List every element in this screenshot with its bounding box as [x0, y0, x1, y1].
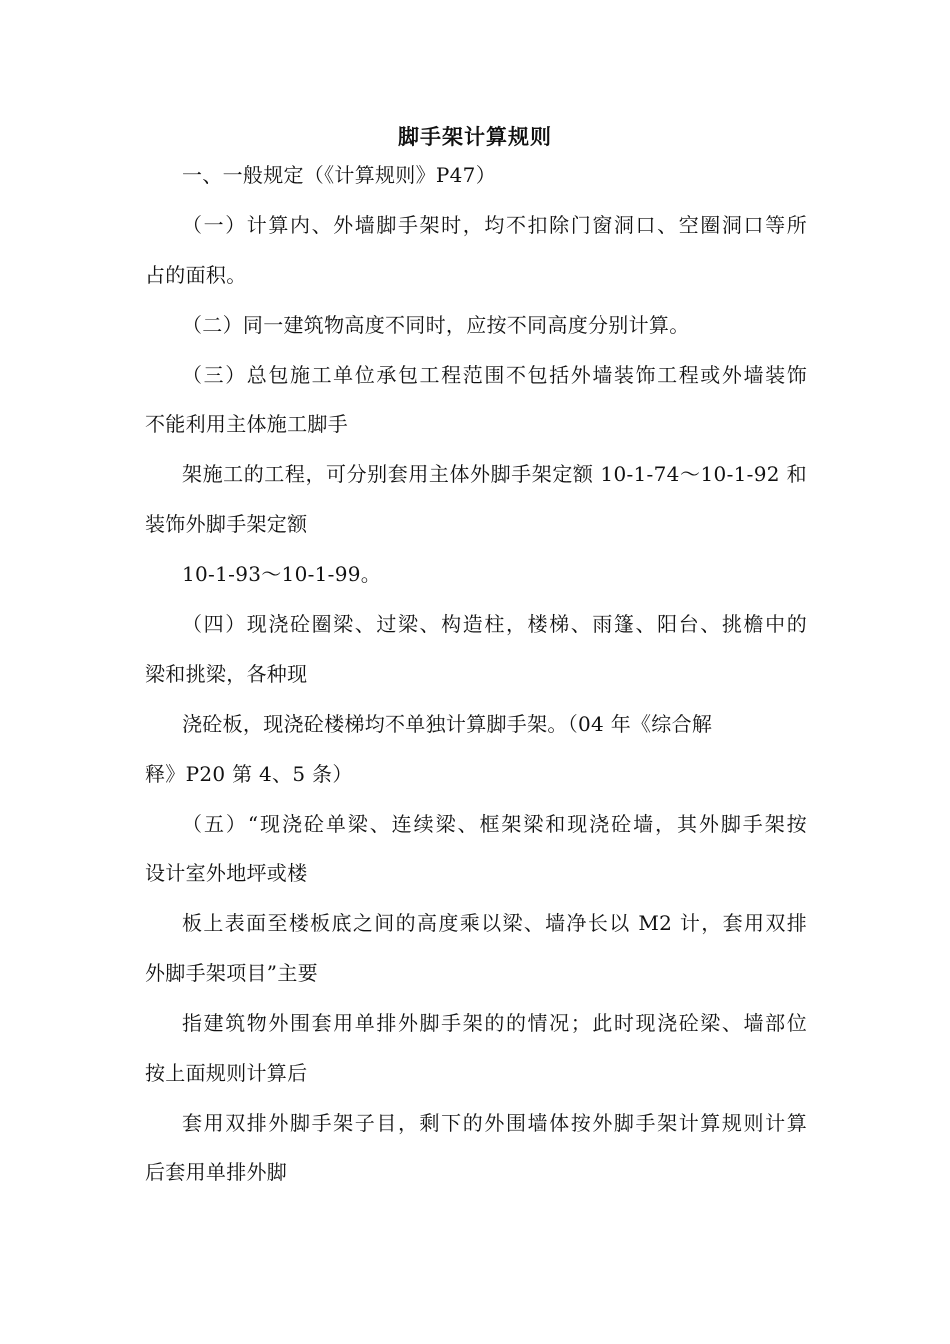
paragraph-line: 板上表面至楼板底之间的高度乘以梁、墙净长以 M2 计，套用双排	[182, 911, 807, 935]
paragraph-line: 套用双排外脚手架子目，剩下的外围墙体按外脚手架计算规则计算	[182, 1111, 807, 1135]
paragraph-line: 不能利用主体施工脚手	[145, 412, 348, 436]
paragraph-line: 架施工的工程，可分别套用主体外脚手架定额 10-1-74～10-1-92 和	[182, 462, 807, 486]
paragraph-line: 浇砼板，现浇砼楼梯均不单独计算脚手架。（04 年《综合解	[182, 712, 713, 736]
paragraph-line: 外脚手架项目”主要	[145, 961, 318, 985]
paragraph-line: 设计室外地坪或楼	[145, 861, 308, 885]
paragraph-line: （四）现浇砼圈梁、过梁、构造柱，楼梯、雨篷、阳台、挑檐中的	[182, 612, 807, 636]
paragraph-line: 占的面积。	[145, 263, 247, 287]
section-heading-general: 一、一般规定（《计算规则》P47）	[182, 163, 497, 187]
paragraph-line: 10-1-93～10-1-99。	[182, 562, 382, 586]
paragraph-line: 装饰外脚手架定额	[145, 512, 308, 536]
paragraph-line: 按上面规则计算后	[145, 1061, 308, 1085]
paragraph-line: 梁和挑梁，各种现	[145, 662, 308, 686]
paragraph-line: 指建筑物外围套用单排外脚手架的的情况；此时现浇砼梁、墙部位	[182, 1011, 807, 1035]
paragraph-line: （三）总包施工单位承包工程范围不包括外墙装饰工程或外墙装饰	[182, 363, 807, 387]
paragraph-line: （二）同一建筑物高度不同时，应按不同高度分别计算。	[182, 313, 690, 337]
document-title: 脚手架计算规则	[398, 124, 552, 149]
paragraph-line: 释》P20 第 4、5 条）	[145, 762, 353, 786]
paragraph-line: 后套用单排外脚	[145, 1160, 288, 1184]
paragraph-line: （五）“现浇砼单梁、连续梁、框架梁和现浇砼墙，其外脚手架按	[182, 812, 807, 836]
paragraph-line: （一）计算内、外墙脚手架时，均不扣除门窗洞口、空圈洞口等所	[182, 213, 807, 237]
